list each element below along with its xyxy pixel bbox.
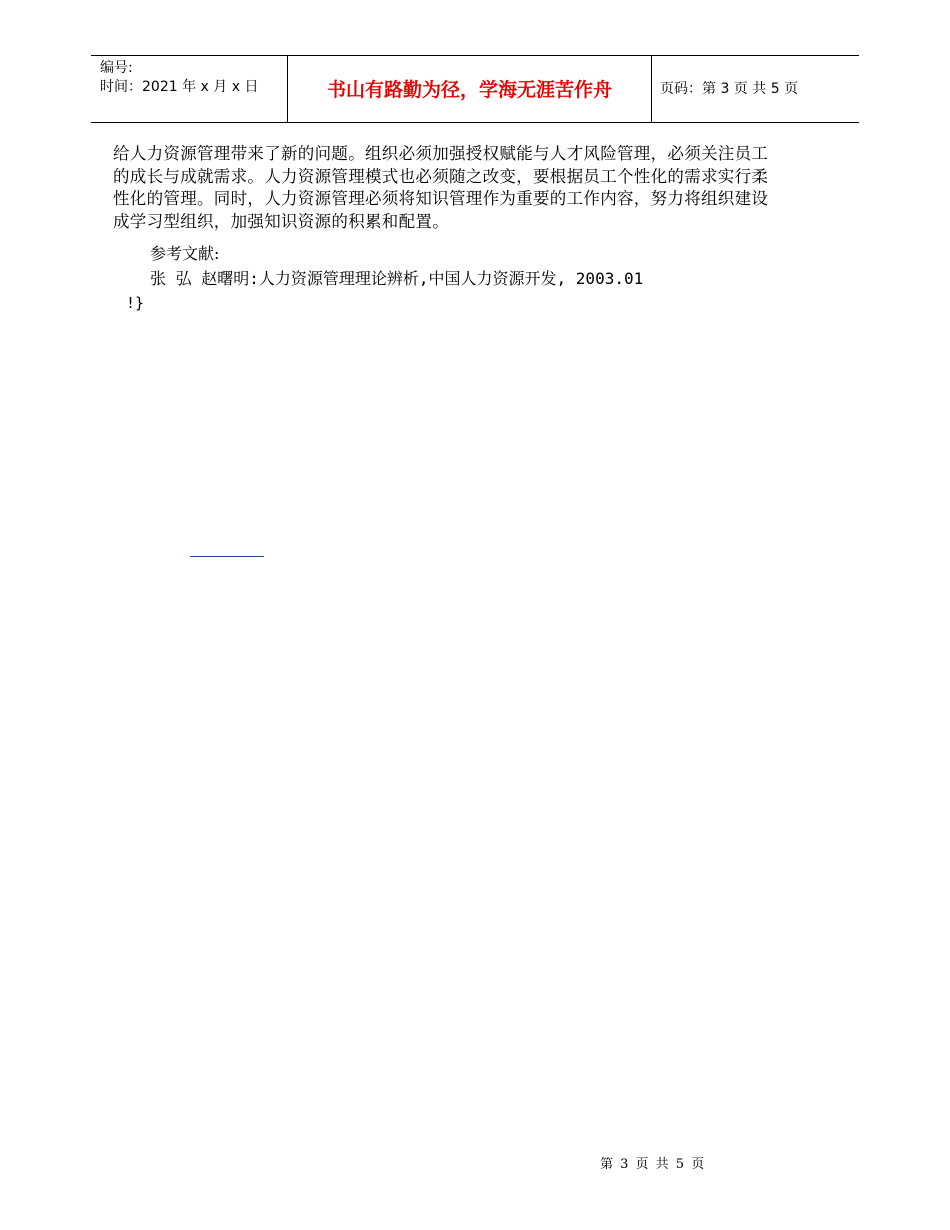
- references-title: 参考文献:: [150, 244, 220, 263]
- header-middle-cell: [287, 56, 652, 122]
- body-paragraph: 给人力资源管理带来了新的问题。组织必须加强授权赋能与人才风险管理，必须关注员工的成长与成就需求。人力资源管理模式也必须随之改变，要根据员工个性化的需求实行柔性化的管理。同时，人力资源管理必须将知识管理作为重要的工作内容，努力将组织建设成学习型组织，加强知识资源的积累和配置。: [113, 144, 769, 231]
- header-left-cell: [91, 56, 287, 122]
- page-header: [91, 55, 859, 123]
- reference-item: 张 弘 赵曙明:人力资源管理理论辨析,中国人力资源开发, 2003.01: [150, 269, 644, 288]
- reference-tail-text: !}: [126, 294, 145, 312]
- body-paragraph-block: [113, 143, 773, 233]
- header-right-cell: [651, 56, 859, 122]
- header-motto: 书山有路勤为径，学海无涯苦作舟: [326, 79, 612, 101]
- document-number-label: 编号:: [100, 60, 133, 76]
- link-underline: [190, 556, 264, 557]
- document-time-label: 时间：2021 年 x 月 x 日: [100, 79, 259, 95]
- header-page-number: 页码：第 3 页 共 5 页: [660, 81, 799, 97]
- footer-page-number: 第 3 页 共 5 页: [600, 1157, 705, 1172]
